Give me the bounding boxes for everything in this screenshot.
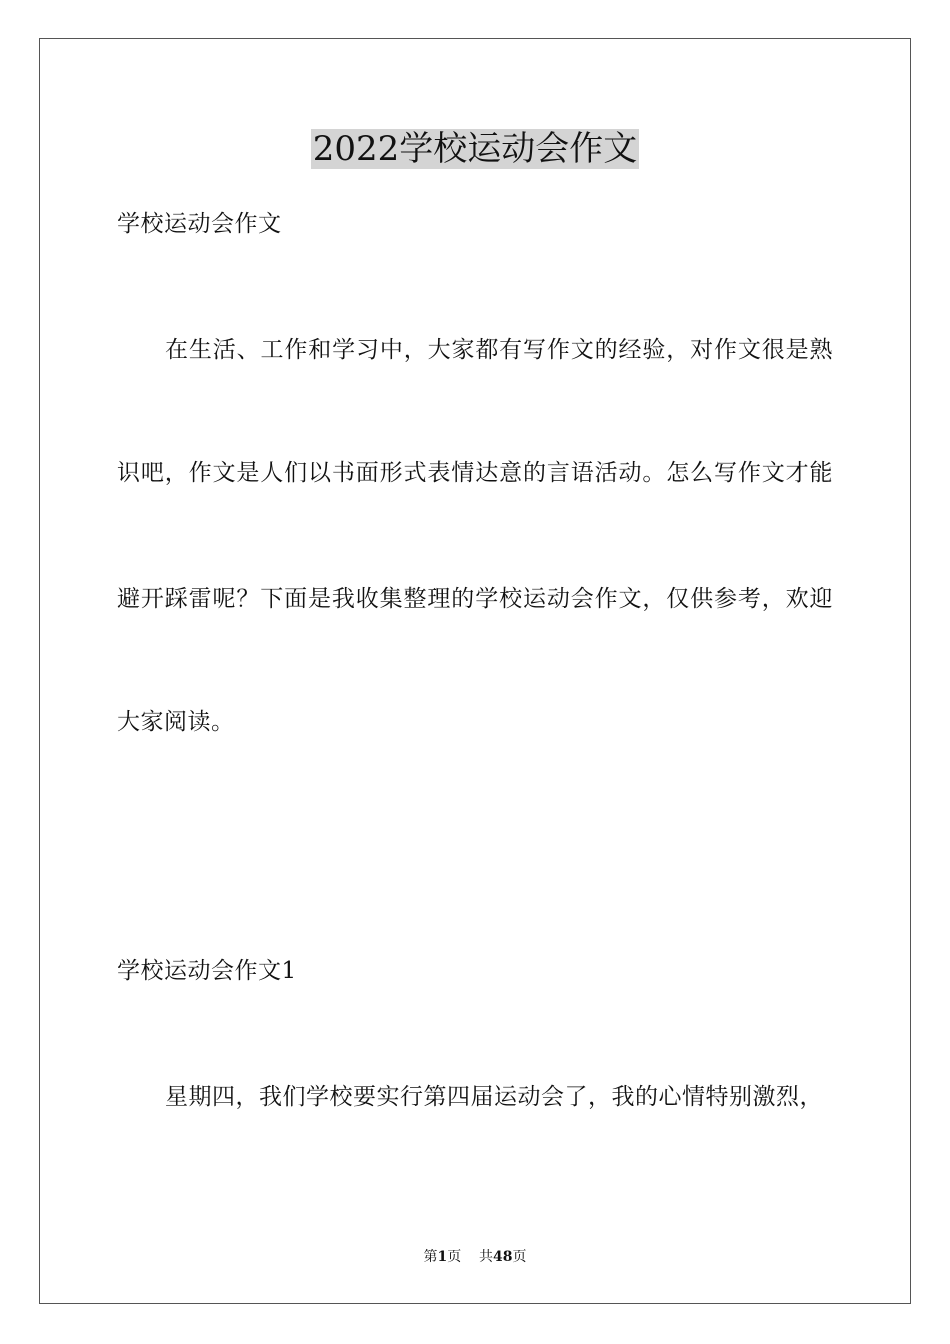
paragraph-line: 星期四，我们学校要实行第四届运动会了，我的心情特别激烈，: [165, 1084, 823, 1110]
total-suffix: 页: [512, 1249, 527, 1265]
document-title-container: [0, 126, 950, 172]
page-suffix: 页: [447, 1249, 462, 1265]
page-prefix: 第: [423, 1249, 438, 1265]
document-title: 2022学校运动会作文: [312, 129, 638, 169]
subtitle-line: 学校运动会作文: [117, 211, 282, 237]
total-prefix: 共: [479, 1249, 494, 1265]
total-pages: 48: [493, 1249, 513, 1265]
paragraph-line: 大家阅读。: [117, 709, 235, 735]
paragraph-line: 识吧，作文是人们以书面形式表情达意的言语活动。怎么写作文才能: [117, 460, 833, 486]
page-number: 1: [437, 1249, 448, 1265]
page-footer: [0, 1247, 950, 1267]
section-heading: 学校运动会作文1: [117, 958, 297, 984]
paragraph-line: 在生活、工作和学习中，大家都有写作文的经验，对作文很是熟: [165, 337, 833, 363]
paragraph-line: 避开踩雷呢？下面是我收集整理的学校运动会作文，仅供参考，欢迎: [117, 586, 833, 612]
